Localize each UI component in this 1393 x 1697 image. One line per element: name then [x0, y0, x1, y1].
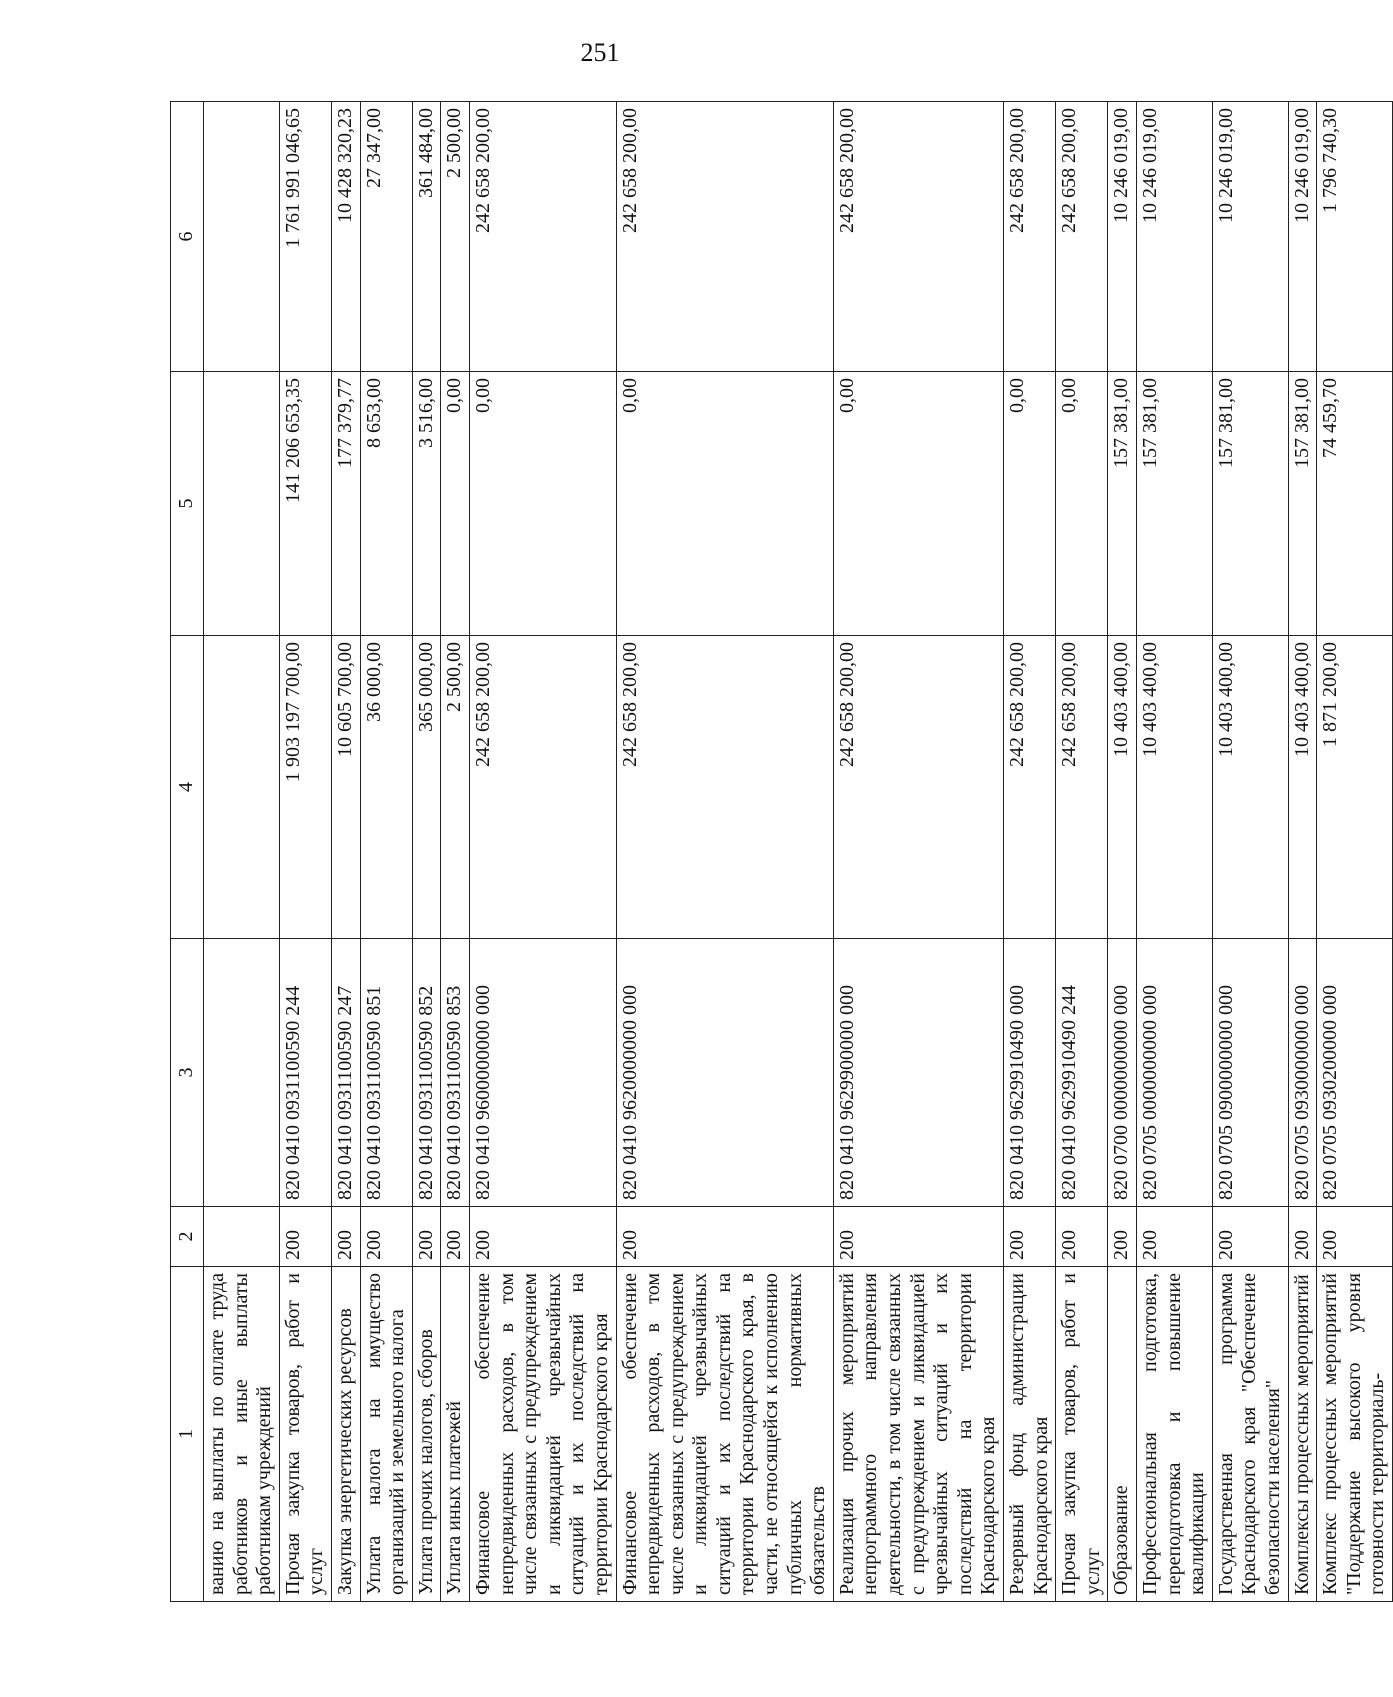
- row-admin-code-cell: 200: [412, 1207, 441, 1267]
- budget-table: [170, 101, 1393, 1602]
- row-remaining-amount-cell: 1 796 740,30: [1317, 102, 1393, 372]
- header-cell: 5: [171, 372, 204, 636]
- table-row: [331, 102, 360, 1602]
- row-name-cell: Закупка энергетических ресурсов: [331, 1267, 360, 1602]
- table-row: [279, 102, 331, 1602]
- row-budget-code-cell: 820 0410 9629900000 000: [833, 939, 1003, 1207]
- row-plan-amount-cell: 10 403 400,00: [1108, 636, 1137, 939]
- row-plan-amount-cell: 10 605 700,00: [331, 636, 360, 939]
- row-remaining-amount-cell: [204, 102, 280, 372]
- row-admin-code-cell: 200: [331, 1207, 360, 1267]
- row-name-cell: Прочая закупка товаров, работ и услуг: [279, 1267, 331, 1602]
- table-row: [616, 102, 833, 1602]
- row-remaining-amount-cell: 242 658 200,00: [833, 102, 1003, 372]
- row-remaining-amount-cell: 242 658 200,00: [1004, 102, 1056, 372]
- header-row: [171, 102, 204, 1602]
- row-remaining-amount-cell: 242 658 200,00: [1056, 102, 1108, 372]
- row-name-cell: Образование: [1108, 1267, 1137, 1602]
- table-row: [833, 102, 1003, 1602]
- row-remaining-amount-cell: 27 347,00: [360, 102, 412, 372]
- row-remaining-amount-cell: 242 658 200,00: [469, 102, 616, 372]
- row-executed-amount-cell: 141 206 653,35: [279, 372, 331, 636]
- row-admin-code-cell: 200: [1288, 1207, 1317, 1267]
- row-budget-code-cell: [204, 939, 280, 1207]
- row-budget-code-cell: 820 0705 0900000000 000: [1212, 939, 1288, 1207]
- row-plan-amount-cell: 242 658 200,00: [616, 636, 833, 939]
- row-admin-code-cell: 200: [279, 1207, 331, 1267]
- table-row: [1136, 102, 1212, 1602]
- row-name-cell: Реализация прочих мероприятий непрограммного направления деятельности, в том числе связанных с предупреждением и ликвидацией чрезвычайных ситуаций и их последствий на территории Краснодарского края: [833, 1267, 1003, 1602]
- row-budget-code-cell: 820 0705 0930000000 000: [1288, 939, 1317, 1207]
- table-row: [441, 102, 470, 1602]
- row-remaining-amount-cell: 2 500,00: [441, 102, 470, 372]
- row-executed-amount-cell: 0,00: [1056, 372, 1108, 636]
- row-plan-amount-cell: 36 000,00: [360, 636, 412, 939]
- row-plan-amount-cell: 365 000,00: [412, 636, 441, 939]
- row-executed-amount-cell: 3 516,00: [412, 372, 441, 636]
- table-row: [1317, 102, 1393, 1602]
- row-name-cell: Комплексы процессных мероприятий: [1288, 1267, 1317, 1602]
- row-admin-code-cell: 200: [1212, 1207, 1288, 1267]
- row-budget-code-cell: 820 0410 0931100590 247: [331, 939, 360, 1207]
- row-budget-code-cell: 820 0410 9620000000 000: [616, 939, 833, 1207]
- row-plan-amount-cell: 2 500,00: [441, 636, 470, 939]
- table-row: [1288, 102, 1317, 1602]
- row-name-cell: Уплата прочих налогов, сборов: [412, 1267, 441, 1602]
- row-remaining-amount-cell: 242 658 200,00: [616, 102, 833, 372]
- row-admin-code-cell: 200: [441, 1207, 470, 1267]
- row-plan-amount-cell: 1 903 197 700,00: [279, 636, 331, 939]
- table-row: [204, 102, 280, 1602]
- header-cell: 2: [171, 1207, 204, 1267]
- row-name-cell: Прочая закупка товаров, работ и услуг: [1056, 1267, 1108, 1602]
- row-budget-code-cell: 820 0410 0931100590 852: [412, 939, 441, 1207]
- row-plan-amount-cell: 242 658 200,00: [469, 636, 616, 939]
- row-name-cell: Уплата иных платежей: [441, 1267, 470, 1602]
- table-row: [1056, 102, 1108, 1602]
- row-executed-amount-cell: 157 381,00: [1108, 372, 1137, 636]
- table-row: [1212, 102, 1288, 1602]
- row-admin-code-cell: [204, 1207, 280, 1267]
- row-remaining-amount-cell: 1 761 991 046,65: [279, 102, 331, 372]
- row-executed-amount-cell: 157 381,00: [1288, 372, 1317, 636]
- row-executed-amount-cell: 74 459,70: [1317, 372, 1393, 636]
- row-plan-amount-cell: 242 658 200,00: [1004, 636, 1056, 939]
- row-budget-code-cell: 820 0705 0930200000 000: [1317, 939, 1393, 1207]
- table-row: [412, 102, 441, 1602]
- row-plan-amount-cell: 10 403 400,00: [1136, 636, 1212, 939]
- row-executed-amount-cell: 0,00: [441, 372, 470, 636]
- header-cell: 6: [171, 102, 204, 372]
- row-admin-code-cell: 200: [833, 1207, 1003, 1267]
- row-budget-code-cell: 820 0410 9629910490 000: [1004, 939, 1056, 1207]
- row-plan-amount-cell: 242 658 200,00: [833, 636, 1003, 939]
- page-number: 251: [580, 38, 620, 67]
- row-remaining-amount-cell: 10 246 019,00: [1136, 102, 1212, 372]
- row-name-cell: Уплата налога на имущество организаций и земельного налога: [360, 1267, 412, 1602]
- row-plan-amount-cell: 242 658 200,00: [1056, 636, 1108, 939]
- row-plan-amount-cell: 1 871 200,00: [1317, 636, 1393, 939]
- row-executed-amount-cell: 157 381,00: [1212, 372, 1288, 636]
- row-admin-code-cell: 200: [1056, 1207, 1108, 1267]
- header-cell: 4: [171, 636, 204, 939]
- row-budget-code-cell: 820 0410 0931100590 851: [360, 939, 412, 1207]
- header-cell: 1: [171, 1267, 204, 1602]
- row-executed-amount-cell: 0,00: [616, 372, 833, 636]
- row-remaining-amount-cell: 10 246 019,00: [1288, 102, 1317, 372]
- row-admin-code-cell: 200: [469, 1207, 616, 1267]
- table-row: [360, 102, 412, 1602]
- row-executed-amount-cell: 157 381,00: [1136, 372, 1212, 636]
- row-admin-code-cell: 200: [1317, 1207, 1393, 1267]
- row-name-cell: Резервный фонд администрации Краснодарского края: [1004, 1267, 1056, 1602]
- header-cell: 3: [171, 939, 204, 1207]
- row-plan-amount-cell: 10 403 400,00: [1288, 636, 1317, 939]
- row-executed-amount-cell: 0,00: [469, 372, 616, 636]
- row-executed-amount-cell: 8 653,00: [360, 372, 412, 636]
- row-budget-code-cell: 820 0705 0000000000 000: [1136, 939, 1212, 1207]
- row-executed-amount-cell: 0,00: [833, 372, 1003, 636]
- table-row: [1004, 102, 1056, 1602]
- row-name-cell: ванию на выплаты по оплате труда работников и иные выплаты работникам учреждений: [204, 1267, 280, 1602]
- row-budget-code-cell: 820 0410 9629910490 244: [1056, 939, 1108, 1207]
- row-name-cell: Финансовое обеспечение непредвиденных расходов, в том числе связанных с предупреждением и ликвидацией чрезвычайных ситуаций и их последствий на территории Краснодарского края, в части, не относящейся к исполнению публичных нормативных обязательств: [616, 1267, 833, 1602]
- row-admin-code-cell: 200: [1136, 1207, 1212, 1267]
- row-plan-amount-cell: [204, 636, 280, 939]
- row-admin-code-cell: 200: [616, 1207, 833, 1267]
- row-admin-code-cell: 200: [1108, 1207, 1137, 1267]
- row-name-cell: Государственная программа Краснодарского края "Обеспечение безопасности населения": [1212, 1267, 1288, 1602]
- row-executed-amount-cell: [204, 372, 280, 636]
- table-row: [469, 102, 616, 1602]
- row-name-cell: Профессиональная подготовка, переподготовка и повышение квалификации: [1136, 1267, 1212, 1602]
- row-executed-amount-cell: 177 379,77: [331, 372, 360, 636]
- rotated-table-container: [170, 102, 1389, 1602]
- row-remaining-amount-cell: 361 484,00: [412, 102, 441, 372]
- row-name-cell: Финансовое обеспечение непредвиденных расходов, в том числе связанных с предупреждением и ликвидацией чрезвычайных ситуаций и их последствий на территории Краснодарского края: [469, 1267, 616, 1602]
- row-budget-code-cell: 820 0410 0931100590 244: [279, 939, 331, 1207]
- row-budget-code-cell: 820 0410 0931100590 853: [441, 939, 470, 1207]
- row-admin-code-cell: 200: [1004, 1207, 1056, 1267]
- row-remaining-amount-cell: 10 246 019,00: [1212, 102, 1288, 372]
- row-remaining-amount-cell: 10 246 019,00: [1108, 102, 1137, 372]
- row-plan-amount-cell: 10 403 400,00: [1212, 636, 1288, 939]
- row-name-cell: Комплекс процессных мероприятий "Поддержание высокого уровня готовности территориаль-: [1317, 1267, 1393, 1602]
- row-admin-code-cell: 200: [360, 1207, 412, 1267]
- row-executed-amount-cell: 0,00: [1004, 372, 1056, 636]
- row-budget-code-cell: 820 0410 9600000000 000: [469, 939, 616, 1207]
- row-budget-code-cell: 820 0700 0000000000 000: [1108, 939, 1137, 1207]
- row-remaining-amount-cell: 10 428 320,23: [331, 102, 360, 372]
- table-row: [1108, 102, 1137, 1602]
